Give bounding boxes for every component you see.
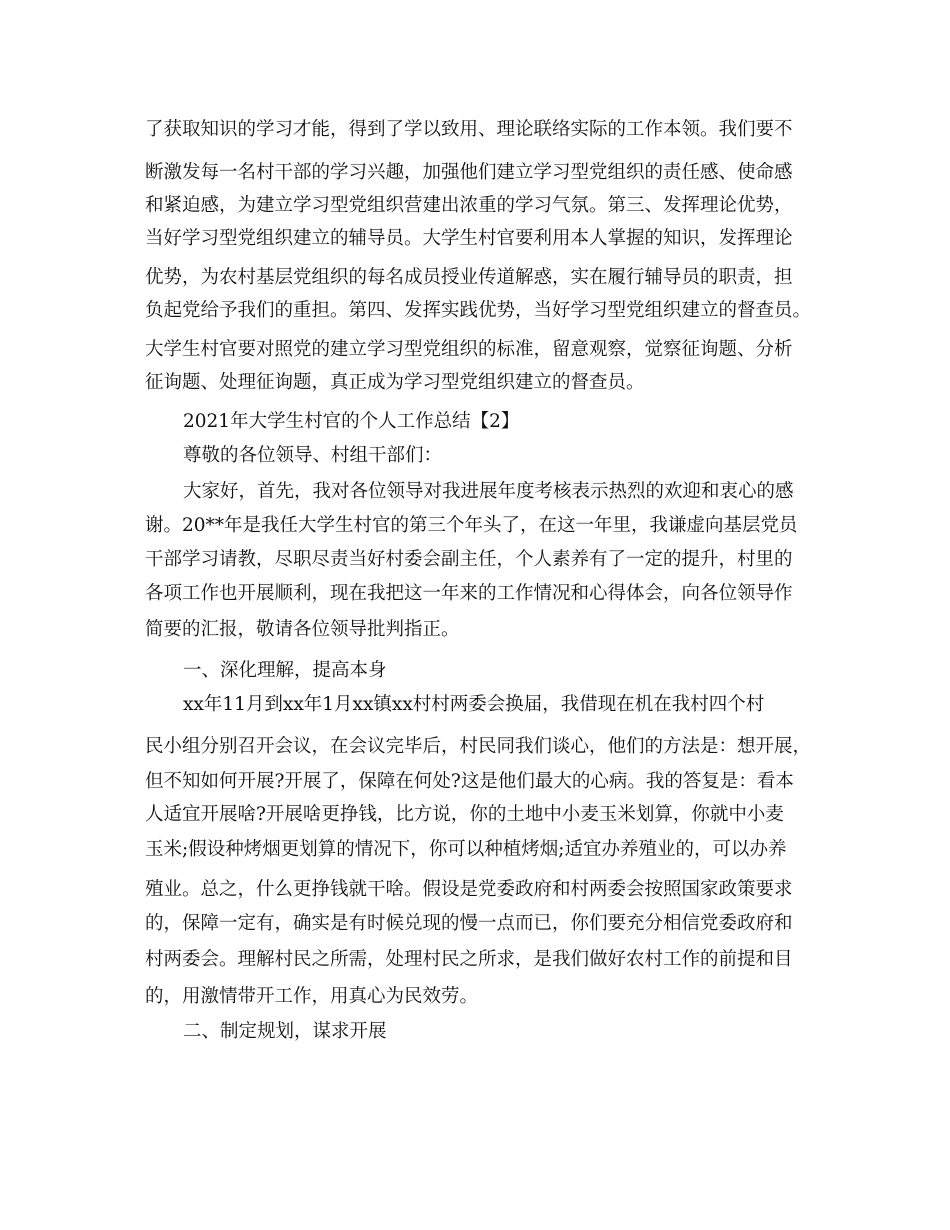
body-text-line: 简要的汇报，敬请各位领导批判指正。 bbox=[145, 619, 460, 640]
body-text-line: 负起党给予我们的重担。第四、发挥实践优势，当好学习型党组织建立的督查员。 bbox=[145, 300, 812, 321]
body-text-line: 殖业。总之，什么更挣钱就干啥。假设是党委政府和村两委会按照国家政策要求 bbox=[145, 879, 793, 900]
section-title: 2021年大学生村官的个人工作总结【2】 bbox=[183, 411, 520, 432]
body-text-line: 谢。20**年是我任大学生村官的第三个年头了，在这一年里，我谦虚向基层党员 bbox=[145, 515, 798, 536]
body-text-line: xx年11月到xx年1月xx镇xx村村两委会换届，我借现在机在我村四个村 bbox=[183, 694, 765, 715]
body-text-line: 和紧迫感，为建立学习型党组织营建出浓重的学习气氛。第三、发挥理论优势， bbox=[145, 195, 793, 216]
body-text-line: 了获取知识的学习才能，得到了学以致用、理论联络实际的工作本领。我们要不 bbox=[145, 119, 793, 140]
body-text-line: 但不知如何开展?开展了，保障在何处?这是他们最大的心病。我的答复是：看本 bbox=[145, 771, 794, 792]
body-text-line: 当好学习型党组织建立的辅导员。大学生村官要利用本人掌握的知识，发挥理论 bbox=[145, 228, 793, 249]
body-text-line: 各项工作也开展顺利，现在我把这一年来的工作情况和心得体会，向各位领导作 bbox=[145, 583, 793, 604]
body-text-line: 征询题、处理征询题，真正成为学习型党组织建立的督查员。 bbox=[145, 372, 645, 393]
salutation: 尊敬的各位领导、村组干部们： bbox=[183, 445, 443, 466]
body-text-line: 的，保障一定有，确实是有时候兑现的慢一点而已，你们要充分相信党委政府和 bbox=[145, 913, 793, 934]
body-text-line: 民小组分别召开会议，在会议完毕后，村民同我们谈心，他们的方法是：想开展， bbox=[145, 736, 812, 757]
body-text-line: 大家好，首先，我对各位领导对我进展年度考核表示热烈的欢迎和衷心的感 bbox=[183, 481, 794, 502]
body-text-line: 玉米;假设种烤烟更划算的情况下，你可以种植烤烟;适宜办养殖业的，可以办养 bbox=[145, 839, 787, 860]
body-text-line: 优势，为农村基层党组织的每名成员授业传道解惑，实在履行辅导员的职责，担 bbox=[145, 267, 793, 288]
body-text-line: 的，用激情带开工作，用真心为民效劳。 bbox=[145, 986, 479, 1007]
body-text-line: 断激发每一名村干部的学习兴趣，加强他们建立学习型党组织的责任感、使命感 bbox=[145, 162, 793, 183]
body-text-line: 大学生村官要对照党的建立学习型党组织的标准，留意观察，觉察征询题、分析 bbox=[145, 339, 793, 360]
body-text-line: 人适宜开展啥?开展啥更挣钱，比方说，你的土地中小麦玉米划算，你就中小麦 bbox=[145, 804, 784, 825]
section-heading: 二、制定规划，谋求开展 bbox=[183, 1021, 387, 1042]
section-heading: 一、深化理解，提高本身 bbox=[183, 660, 387, 681]
body-text-line: 村两委会。理解村民之所需，处理村民之所求，是我们做好农村工作的前提和目 bbox=[145, 949, 793, 970]
body-text-line: 干部学习请教，尽职尽责当好村委会副主任，个人素养有了一定的提升，村里的 bbox=[145, 549, 793, 570]
